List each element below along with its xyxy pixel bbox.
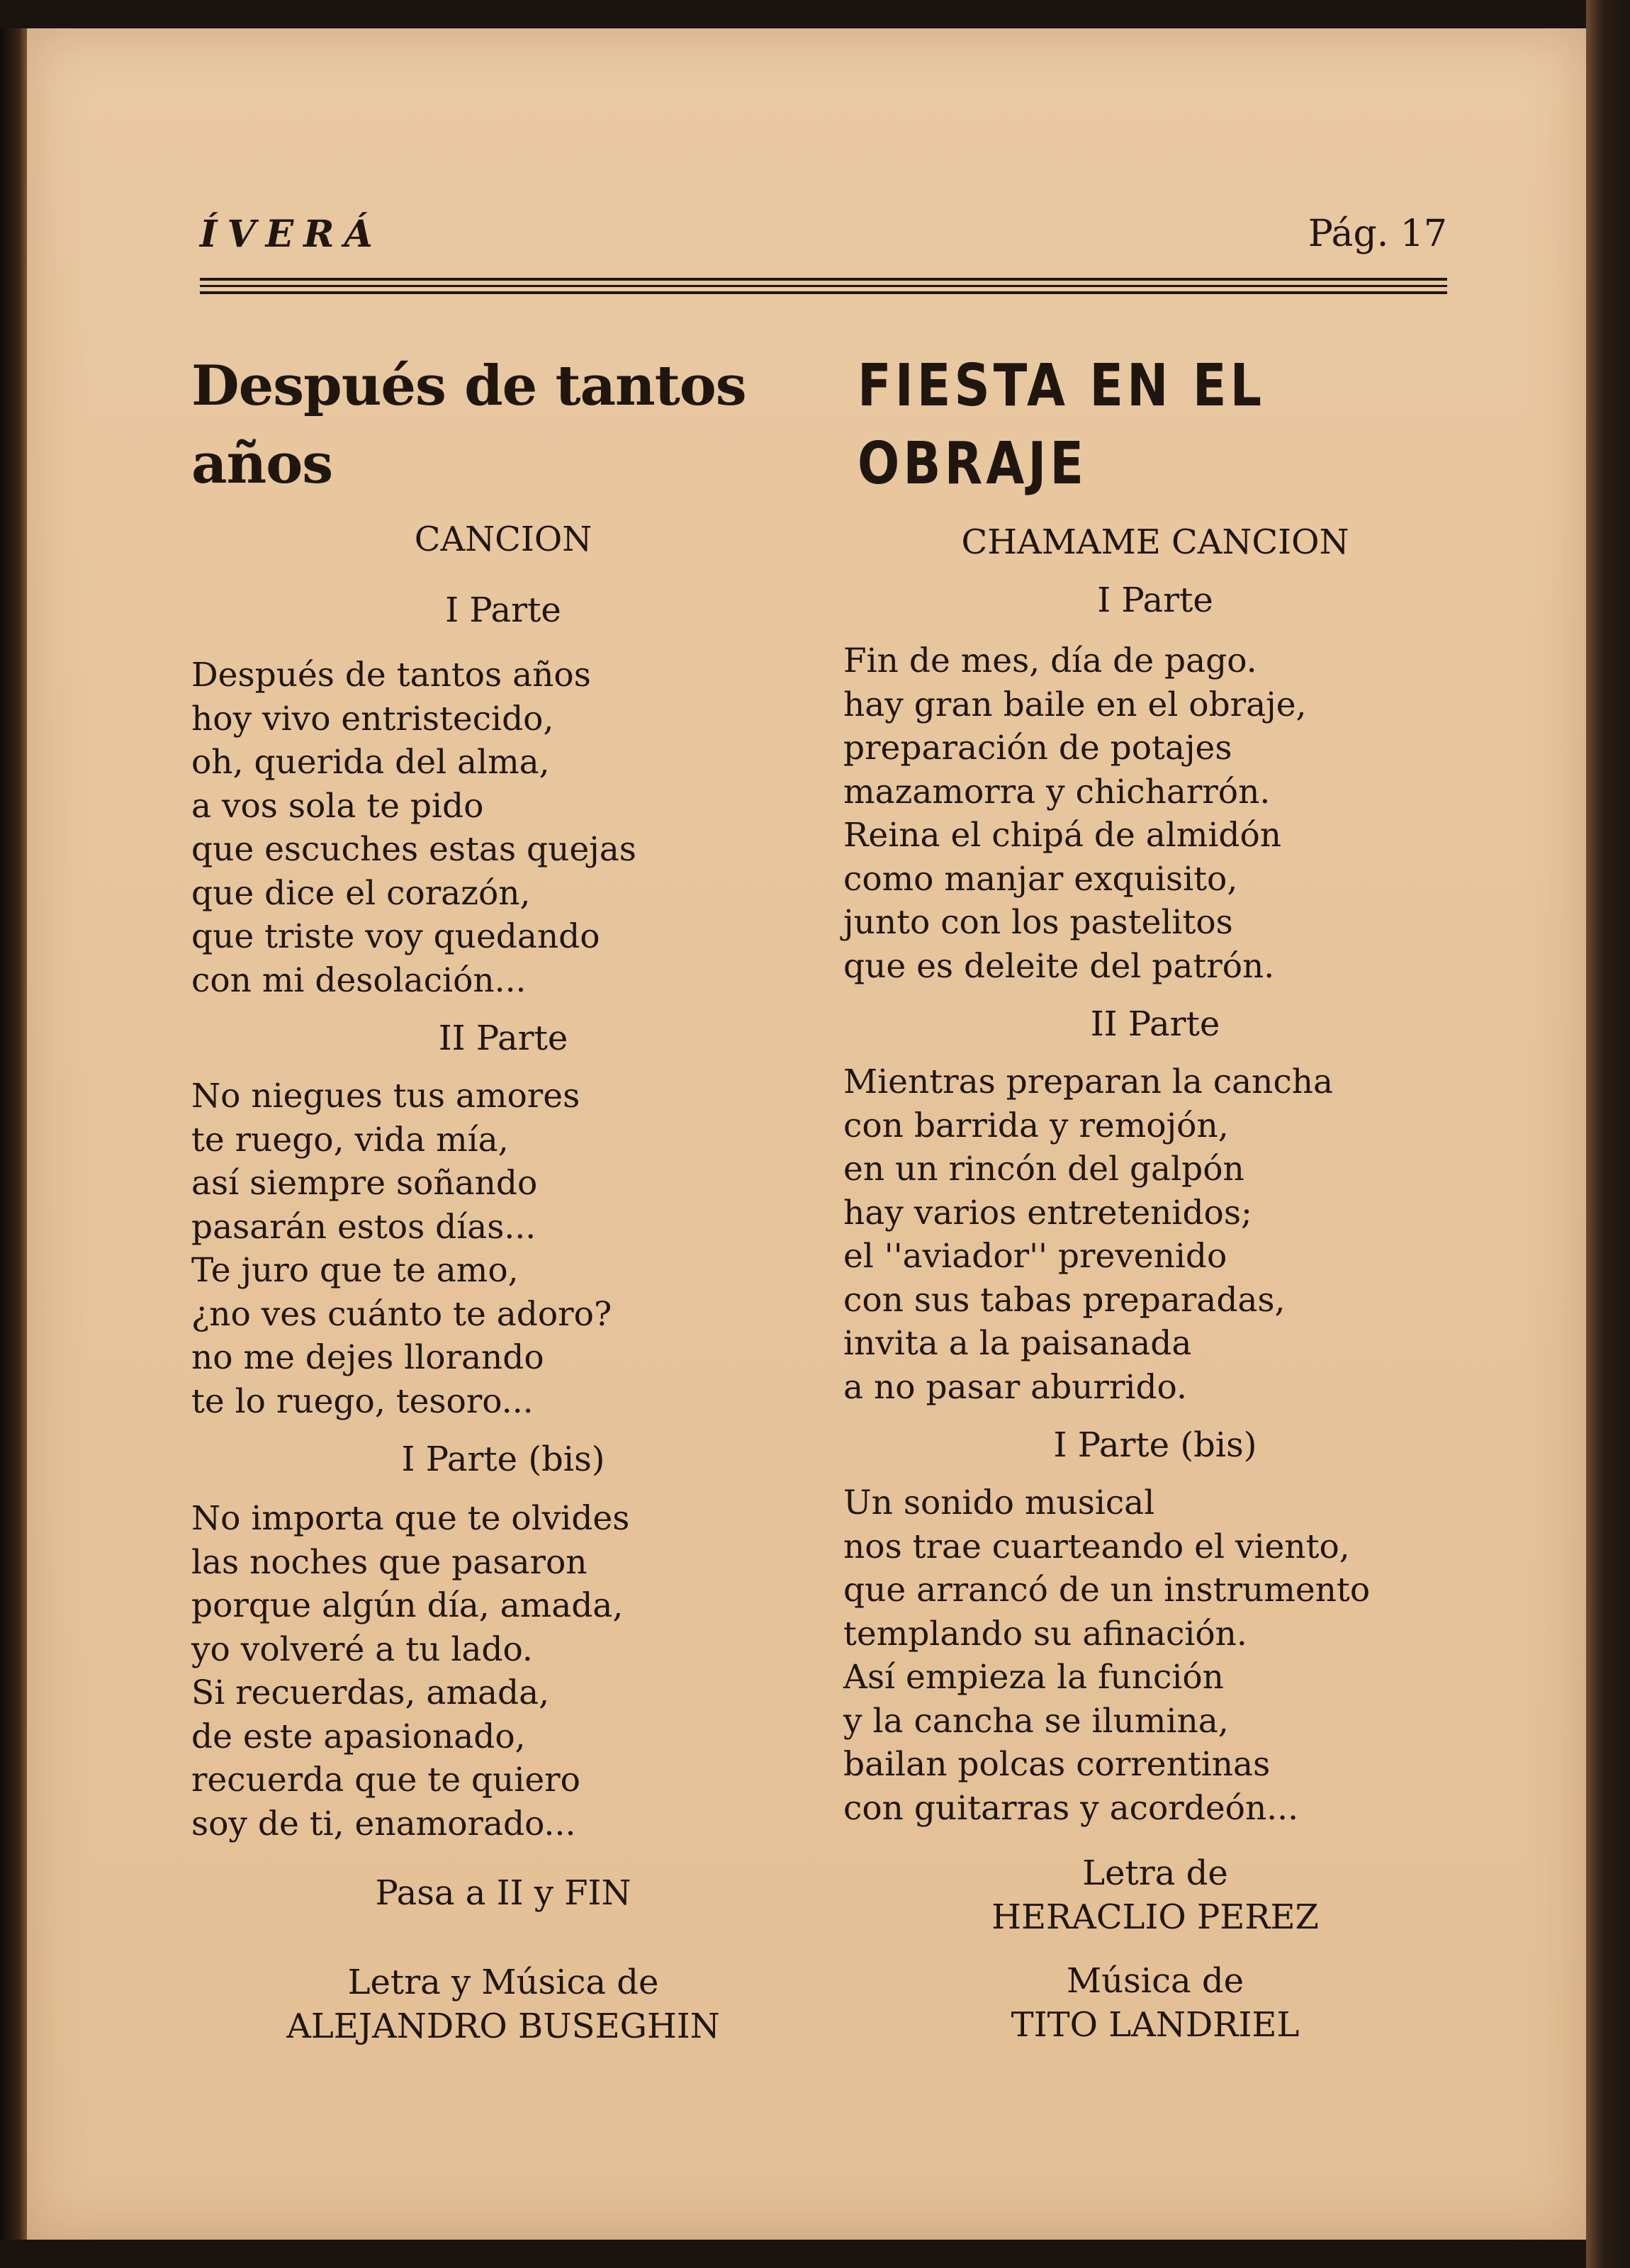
lyric-line: No importa que te olvides	[191, 1499, 630, 1538]
lyric-line: a vos sola te pido	[191, 786, 484, 826]
verse-1	[843, 639, 1467, 988]
lyric-line: con sus tabas preparadas,	[843, 1280, 1286, 1320]
lyric-line: No niegues tus amores	[191, 1077, 580, 1116]
part-heading: I Parte	[445, 590, 561, 630]
lyric-line: que triste voy quedando	[191, 917, 600, 956]
lyric-line: Fin de mes, día de pago.	[843, 641, 1257, 680]
lyric-line: bailan polcas correntinas	[843, 1745, 1271, 1784]
lyric-line: hay varios entretenidos;	[843, 1193, 1252, 1233]
lyric-line: así siempre soñando	[191, 1164, 538, 1203]
song-left	[191, 347, 815, 2048]
lyric-line: Un sonido musical	[843, 1483, 1155, 1522]
lyric-line: soy de ti, enamorado...	[191, 1804, 576, 1843]
lyric-line: invita a la paisanada	[843, 1324, 1192, 1363]
lyric-line: Si recuerdas, amada,	[191, 1673, 550, 1712]
verse-3	[843, 1481, 1467, 1830]
lyric-line: junto con los pastelitos	[843, 903, 1233, 942]
lyric-line: que arrancó de un instrumento	[843, 1571, 1371, 1610]
part-heading: II Parte	[438, 1018, 568, 1058]
lyric-line: con mi desolación...	[191, 960, 527, 1000]
lyric-line: de este apasionado,	[191, 1717, 526, 1756]
lyric-line: templando su afinación.	[843, 1614, 1247, 1654]
lyric-line: que es deleite del patrón.	[843, 946, 1275, 986]
header-rule-bottom	[200, 291, 1447, 294]
page-edge	[1586, 0, 1630, 2268]
lyric-line: hoy vivo entristecido,	[191, 699, 554, 739]
lyric-line: recuerda que te quiero	[191, 1761, 580, 1800]
music-credit-name: TITO LANDRIEL	[1011, 2005, 1300, 2045]
lyric-line: y la cancha se ilumina,	[843, 1701, 1229, 1741]
lyric-line: las noches que pasaron	[191, 1542, 588, 1582]
lyric-line: con guitarras y acordeón...	[843, 1788, 1299, 1828]
lyric-line: Así empieza la función	[843, 1658, 1224, 1697]
lyric-line: que escuches estas quejas	[191, 830, 636, 869]
song-title: FIESTA EN EL OBRAJE	[858, 352, 1266, 498]
lyric-line: Te juro que te amo,	[191, 1251, 519, 1290]
verse-2	[843, 1060, 1467, 1409]
lyric-line: te lo ruego, tesoro...	[191, 1381, 534, 1421]
verse-1	[191, 653, 815, 1002]
lyric-line: con barrida y remojón,	[843, 1106, 1229, 1145]
magazine-name: ÍVERÁ	[200, 213, 383, 256]
song-genre: CHAMAME CANCION	[961, 522, 1349, 562]
lyric-line: no me dejes llorando	[191, 1338, 544, 1377]
credit-name: ALEJANDRO BUSEGHIN	[286, 2006, 720, 2046]
lyric-line: preparación de potajes	[843, 729, 1232, 768]
lyric-line: Después de tantos años	[191, 656, 591, 695]
lyric-line: oh, querida del alma,	[191, 743, 550, 782]
lyrics-credit-label: Letra de	[1082, 1853, 1228, 1893]
header-rule-top	[200, 278, 1447, 281]
part-heading: I Parte	[1097, 580, 1213, 620]
lyric-line: el ''aviador'' prevenido	[843, 1237, 1227, 1276]
lyric-line: a no pasar aburrido.	[843, 1367, 1187, 1407]
verse-2	[191, 1074, 815, 1423]
part-heading: II Parte	[1090, 1004, 1220, 1044]
song-title: Después de tantos años	[191, 354, 746, 496]
lyric-line: mazamorra y chicharrón.	[843, 772, 1271, 812]
verse-3	[191, 1497, 815, 1846]
book-spine	[0, 28, 27, 2240]
lyric-line: Reina el chipá de almidón	[843, 816, 1282, 855]
lyric-line: porque algún día, amada,	[191, 1586, 624, 1625]
song-right	[843, 347, 1467, 2047]
repeat-note: Pasa a II y FIN	[375, 1873, 631, 1913]
lyric-line: te ruego, vida mía,	[191, 1120, 509, 1160]
lyric-line: nos trae cuarteando el viento,	[843, 1527, 1350, 1566]
credit-label: Letra y Música de	[347, 1963, 659, 2002]
lyric-line: pasarán estos días...	[191, 1207, 536, 1247]
part-heading: I Parte (bis)	[1053, 1425, 1257, 1465]
lyric-line: yo volveré a tu lado.	[191, 1629, 533, 1669]
song-genre: CANCION	[414, 520, 592, 559]
lyric-line: en un rincón del galpón	[843, 1150, 1244, 1189]
lyric-line: ¿no ves cuánto te adoro?	[191, 1294, 612, 1334]
music-credit-label: Música de	[1067, 1961, 1244, 2001]
lyric-line: Mientras preparan la cancha	[843, 1062, 1334, 1101]
part-heading: I Parte (bis)	[401, 1439, 605, 1479]
page-header	[200, 213, 1447, 262]
lyrics-credit-name: HERACLIO PEREZ	[991, 1897, 1319, 1937]
page-number: Pág. 17	[1308, 213, 1447, 255]
lyric-line: hay gran baile en el obraje,	[843, 685, 1307, 724]
lyric-line: que dice el corazón,	[191, 873, 531, 913]
header-rule-middle	[200, 285, 1447, 287]
lyric-line: como manjar exquisito,	[843, 859, 1238, 899]
